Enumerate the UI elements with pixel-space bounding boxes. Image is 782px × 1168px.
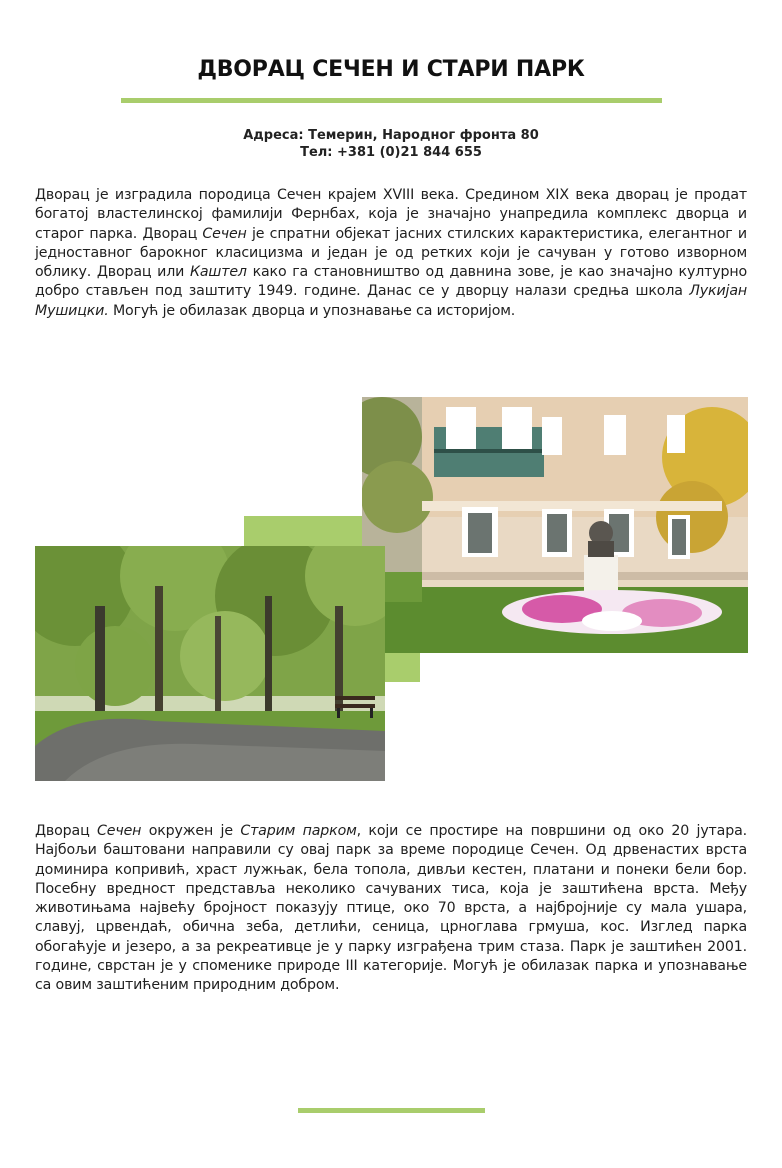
phone-line: Тел: +381 (0)21 844 655	[300, 145, 482, 160]
intro-italic-school: Лукијан Мушицки.	[35, 283, 747, 319]
intro-italic-sechen: Сечен	[202, 225, 247, 242]
intro-text-4: Могућ је обилазак дворца и упознавање са историјом.	[108, 302, 516, 319]
castle-photo-image	[362, 397, 748, 653]
footer-rule	[298, 1108, 485, 1113]
park-text-3: , који се простире на површини од око 20 јутара. Најбољи баштовани направили су овај парк за време породице Сечен. Од дрвенастих врста доминира копривић, храст лужњак, бела топола, дивљи кестен, платани и понеки бели бор. Посебну вредност представља неколико сачуваних тиса, која је заштићена врста. Међу животињама највећу бројност показују птице, око 70 врста, а најбројније су мала ушара, славуј, црвендаћ, обична зеба, детлићи, сеница, црноглава грмуша, кос. Изглед парка обогаћује и језеро, а за рекреативце је у парку изграђена трим стаза. Парк је заштићен 2001. године, сврстан је у споменике природе III категорије. Могућ је обилазак парка и упознавање са овим заштићеним природним добром.	[35, 823, 747, 994]
intro-text-1: Дворац је изградила породица Сечен крајем XVIII века. Средином XIX века дворац је продат богатој властелинској фамилији Фернбах, која је значајно унапредила комплекс дворца и старог парка. Дворац	[35, 187, 747, 242]
intro-text-3: како га становништво од давнина зове, је као значајно културно добро стављен под заштиту 1949. године. Данас се у дворцу налази средња школа	[35, 264, 747, 300]
park-italic-old-park: Старим парком	[240, 823, 357, 839]
park-text-2: окружен је	[141, 823, 241, 839]
park-text-1: Дворац	[35, 823, 98, 839]
castle-photo	[362, 397, 748, 653]
intro-text-2: је спратни објекат јасних стилских карактеристика, елегантног и једноставног барокног класицизма и један је од ретких који је сачуван у готово изворном облику. Дворац или	[35, 225, 747, 281]
title-underline	[121, 98, 662, 103]
contact-block	[0, 127, 782, 161]
intro-italic-kashtel: Каштел	[189, 264, 247, 281]
address-line: Адреса: Темерин, Народног фронта 80	[243, 128, 539, 143]
park-photo-image	[35, 546, 385, 781]
park-italic-sechen: Сечен	[97, 823, 142, 839]
intro-paragraph	[35, 186, 747, 321]
page-title: ДВОРАЦ СЕЧЕН И СТАРИ ПАРК	[197, 57, 585, 82]
park-photo	[35, 546, 385, 781]
park-paragraph	[35, 822, 747, 996]
